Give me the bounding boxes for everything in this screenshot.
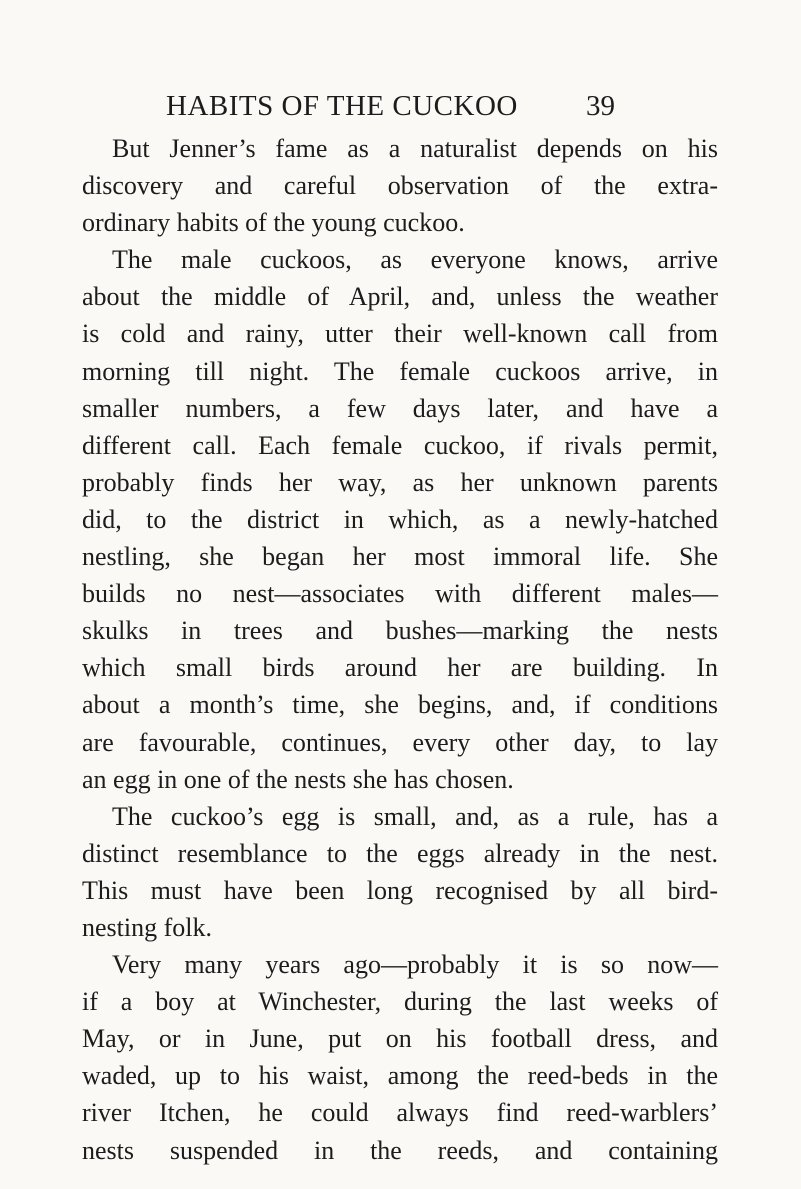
text-line: river Itchen, he could always find reed-warblers’ xyxy=(82,1098,718,1128)
text-line: an egg in one of the nests she has chosen. xyxy=(82,764,514,794)
text-line: discovery and careful observation of the extra- xyxy=(82,171,718,201)
text-line: morning till night. The female cuckoos arrive, in xyxy=(82,356,718,386)
text-line: May, or in June, put on his football dress, and xyxy=(82,1024,718,1054)
text-line: different call. Each female cuckoo, if rivals permit, xyxy=(82,430,718,460)
text-line: are favourable, continues, every other day, to lay xyxy=(82,727,718,757)
text-line: smaller numbers, a few days later, and have a xyxy=(82,393,718,423)
text-line: about a month’s time, she begins, and, if conditions xyxy=(82,690,718,720)
text-line: if a boy at Winchester, during the last weeks of xyxy=(82,987,718,1017)
text-line: probably finds her way, as her unknown parents xyxy=(82,467,718,497)
text-line: The male cuckoos, as everyone knows, arrive xyxy=(112,245,718,275)
text-line: The cuckoo’s egg is small, and, as a rule, has a xyxy=(112,801,718,831)
text-line: is cold and rainy, utter their well-known call from xyxy=(82,319,718,349)
text-line: did, to the district in which, as a newly-hatched xyxy=(82,504,718,534)
running-head xyxy=(0,86,801,126)
text-line: nests suspended in the reeds, and containing xyxy=(82,1135,718,1165)
text-line: But Jenner’s fame as a naturalist depends on his xyxy=(112,134,718,163)
text-line: builds no nest—associates with different males— xyxy=(82,579,718,609)
text-line: about the middle of April, and, unless the weather xyxy=(82,282,718,312)
text-line: nesting folk. xyxy=(82,912,212,942)
text-line: distinct resemblance to the eggs already in the nest. xyxy=(82,838,718,868)
text-line: This must have been long recognised by all bird- xyxy=(82,875,718,905)
text-line: which small birds around her are building. In xyxy=(82,653,718,683)
text-line: Very many years ago—probably it is so now— xyxy=(112,950,718,980)
text-line: nestling, she began her most immoral life. She xyxy=(82,542,718,572)
text-line: waded, up to his waist, among the reed-beds in the xyxy=(82,1061,718,1091)
page-number: 39 xyxy=(586,90,615,122)
running-title: HABITS OF THE CUCKOO xyxy=(166,90,518,122)
body-text xyxy=(82,130,718,1169)
text-line: ordinary habits of the young cuckoo. xyxy=(82,208,465,238)
text-line: skulks in trees and bushes—marking the nests xyxy=(82,616,718,646)
